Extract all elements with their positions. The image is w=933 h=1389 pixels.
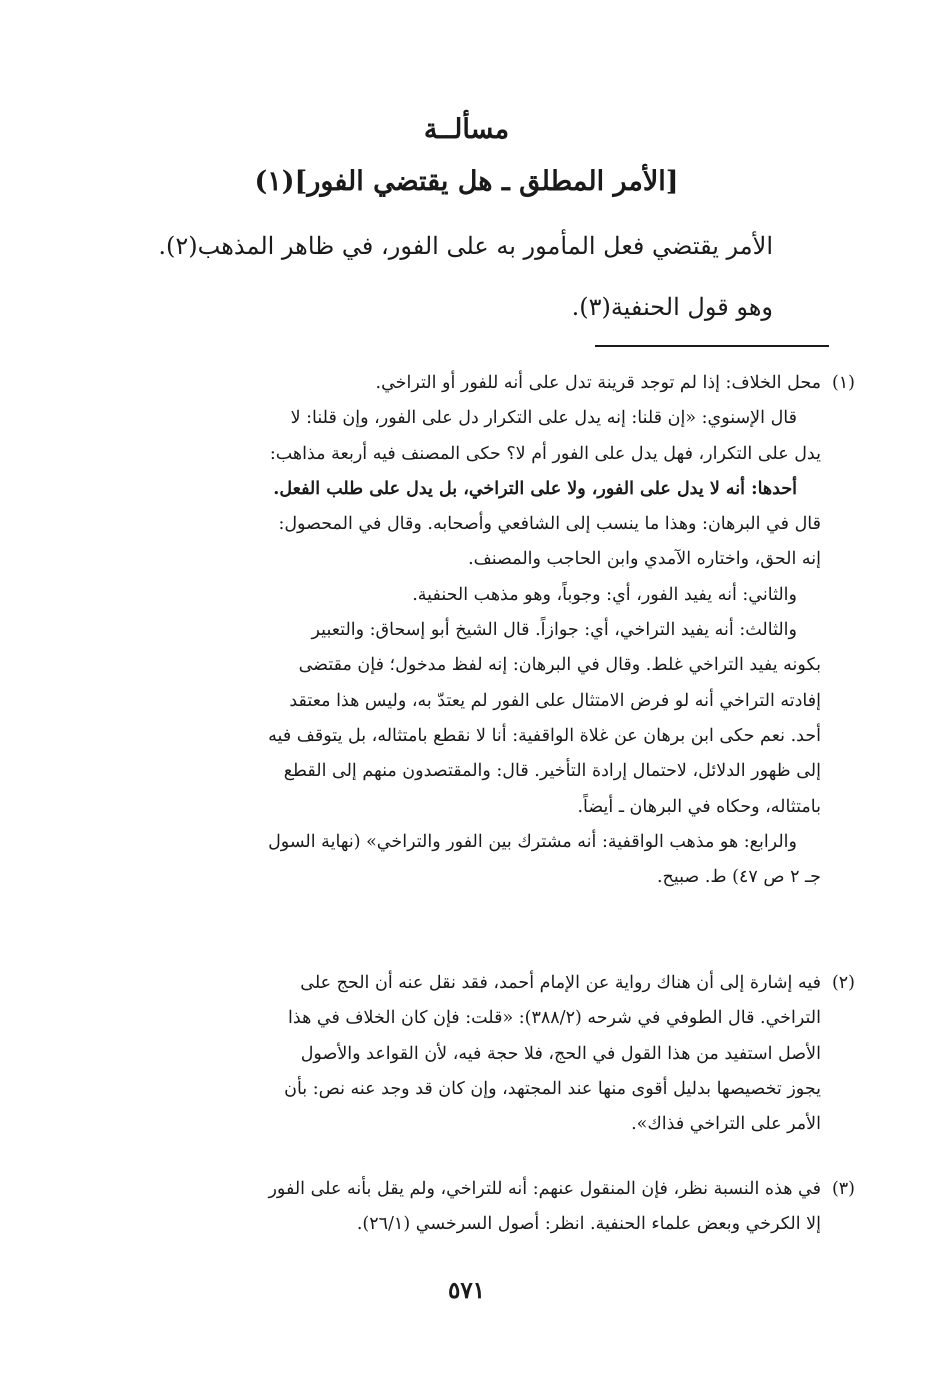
- footnote-number: (٣): [831, 1179, 855, 1199]
- footnote-line: إلى ظهور الدلائل، لاحتمال إرادة التأخير. قال: والمقتصدون منهم إلى القطع: [283, 761, 821, 782]
- footnote-line: إفادته التراخي أنه لو فرض الامتثال على الفور لم يعتدّ به، وليس هذا معتقد: [289, 690, 821, 711]
- section-subtitle: [الأمر المطلق ـ هل يقتضي الفور](١): [254, 166, 679, 197]
- footnote-3: [105, 1172, 855, 1243]
- footnote-line: أحدها: أنه لا يدل على الفور، ولا على التراخي، بل يدل على طلب الفعل.: [273, 478, 797, 499]
- footnote-line: الأصل استفيد من هذا القول في الحج، فلا حجة فيه، لأن القواعد والأصول: [300, 1043, 821, 1064]
- footnote-number: (١): [831, 373, 855, 393]
- footnote-line: قال الإسنوي: «إن قلنا: إنه يدل على التكرار دل على الفور، وإن قلنا: لا: [290, 408, 797, 429]
- main-text-line-1: الأمر يقتضي فعل المأمور به على الفور، في ظاهر المذهب(٢).: [158, 232, 773, 260]
- footnote-line: التراخي. قال الطوفي في شرحه (٣٨٨/٢): «قلت: فإن كان الخلاف في هذا: [288, 1008, 821, 1029]
- footnote-line: يجوز تخصيصها بدليل أقوى منها عند المجتهد، وإن كان قد وجد عنه نص: بأن: [284, 1078, 821, 1099]
- footnote-line: والرابع: هو مذهب الواقفية: أنه مشترك بين الفور والتراخي» (نهاية السول: [268, 831, 797, 852]
- footnote-line: بامتثاله، وحكاه في البرهان ـ أيضاً.: [577, 796, 821, 817]
- footnote-line: يدل على التكرار، فهل يدل على الفور أم لا؟ حكى المصنف فيه أربعة مذاهب:: [269, 443, 821, 464]
- footnote-line: بكونه يفيد التراخي غلط. وقال في البرهان: إنه لفظ مدخول؛ فإن مقتضى: [298, 655, 821, 676]
- footnote-line: محل الخلاف: إذا لم توجد قرينة تدل على أنه للفور أو التراخي.: [375, 373, 821, 393]
- footnote-line: إنه الحق، واختاره الآمدي وابن الحاجب والمصنف.: [468, 549, 821, 570]
- footnote-separator: [595, 345, 829, 347]
- footnote-2: [105, 966, 855, 1142]
- footnote-line: جـ ٢ ص ٤٧) ط. صبيح.: [656, 867, 821, 888]
- footnote-line: والثالث: أنه يفيد التراخي، أي: جوازاً. قال الشيخ أبو إسحاق: والتعبير: [311, 620, 797, 641]
- footnote-1: [105, 366, 855, 895]
- footnote-line: قال في البرهان: وهذا ما ينسب إلى الشافعي وأصحابه. وقال في المحصول:: [278, 514, 821, 535]
- footnote-number: (٢): [831, 973, 855, 993]
- footnote-line: إلا الكرخي وبعض علماء الحنفية. انظر: أصول السرخسي (٢٦/١).: [356, 1214, 821, 1235]
- page-number: ٥٧١: [447, 1277, 486, 1304]
- main-text-line-2: وهو قول الحنفية(٣).: [571, 293, 773, 321]
- section-title: مسألــة: [423, 114, 510, 145]
- footnote-line: فيه إشارة إلى أن هناك رواية عن الإمام أحمد، فقد نقل عنه أن الحج على: [300, 973, 821, 993]
- footnote-line: في هذه النسبة نظر، فإن المنقول عنهم: أنه للتراخي، ولم يقل بأنه على الفور: [268, 1179, 821, 1199]
- footnote-line: والثاني: أنه يفيد الفور، أي: وجوباً، وهو مذهب الحنفية.: [412, 584, 797, 605]
- footnote-line: الأمر على التراخي فذاك».: [631, 1114, 821, 1135]
- footnote-line: أحد. نعم حكى ابن برهان عن غلاة الواقفية: أنا لا نقطع بامتثاله، بل يتوقف فيه: [268, 725, 821, 746]
